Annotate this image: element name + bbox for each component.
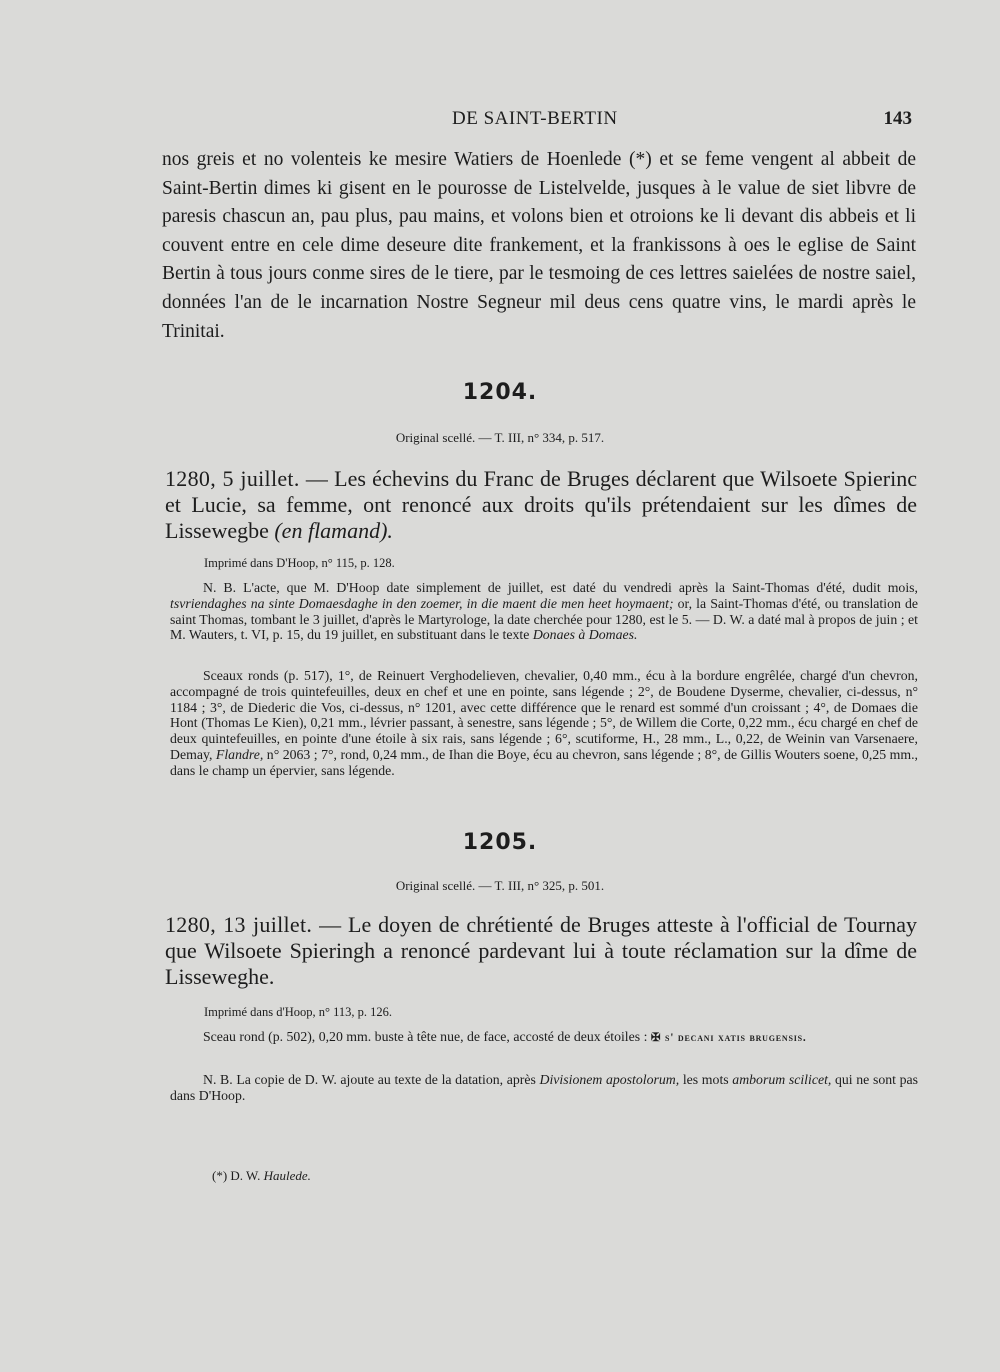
charter-source-1204: Original scellé. — T. III, n° 334, p. 517. bbox=[395, 430, 605, 445]
nb-italic-1204-b: Donaes à Domaes. bbox=[532, 627, 638, 643]
charter-regest-1205 bbox=[165, 912, 917, 990]
nb-text-1205-c: qui ne sont pas dans D'Hoop. bbox=[170, 1072, 918, 1103]
nb-text-1205-b: les mots bbox=[679, 1072, 733, 1087]
nb-text-1205-a: N. B. La copie de D. W. ajoute au texte de la datation, après bbox=[203, 1072, 540, 1087]
charter-regest-1204 bbox=[165, 466, 917, 544]
page-number: 143 bbox=[883, 108, 912, 129]
nota-bene-1204 bbox=[170, 580, 918, 643]
printed-reference-1204: Imprimé dans D'Hoop, n° 115, p. 128. bbox=[204, 556, 395, 570]
page-header bbox=[162, 108, 914, 138]
running-title: DE SAINT-BERTIN bbox=[452, 108, 618, 129]
printed-reference-1205: Imprimé dans d'Hoop, n° 113, p. 126. bbox=[204, 1005, 393, 1019]
charter-continuation-text: nos greis et no volenteis ke mesire Watiers de Hoenlede (*) et se feme vengent al abbeit de Saint-Bertin dimes ki gisent en le pourosse de Listelvelde, jusques à le value de siet libvre de paresis chascun an, pau plus, pau mains, et volons bien et otroions ke li devant dis abbeis et li couvent entre en cele dime deseure dite frankement, et la frankissons à oes le eglise de Saint Bertin à tous jours conme sires de le tiere, par le tesmoing de ces lettres saielées de nostre saiel, données l'an de le incarnation Nostre Segneur mil deus cens quatre vins, le mardi après le Trinitai. bbox=[162, 149, 916, 342]
charter-source-1205: Original scellé. — T. III, n° 325, p. 501. bbox=[395, 878, 605, 893]
charter-date-1204: 1280, 5 juillet. bbox=[165, 466, 300, 491]
seal-legend-1205: ✠ s' decani xatis brugensis. bbox=[650, 1032, 807, 1044]
nb-text-1204-b: or, la Saint-Thomas d'été, ou translation de saint Thomas, tombant le 3 juillet, d'après le Martyrologe, la date cherchée pour 1280, est le 5. — D. W. a daté mal à propos de juin ; et M. Wauters, t. VI, p. 15, du 19 juillet, en substituant dans le texte bbox=[170, 595, 918, 643]
seals-text-1204-a: Sceaux ronds (p. 517), 1°, de Reinuert Verghodelieven, chevalier, 0,40 mm., écu à la bordure engrêlée, chargé d'un chevron, accompagné de trois quintefeuilles, deux en chef et une en pointe, sans légende ; 2°, de Boudene Dyserme, chevalier, ci-dessus, n° 1184 ; 3°, de Diederic die Vos, ci-dessus, n° 1201, avec cette différence que le renard est sommé d'un croissant ; 4°, de Domaes die Hont (Thomas Le Kien), 0,21 mm., lévrier passant, à senestre, sans légende ; 5°, de Willem die Corte, 0,22 mm., écu chargé en chef de deux quintefeuilles, en pointe d'une étoile à six rais, sans légende ; 6°, scutiforme, H., 28 mm., L., 0,22, de Weinin van Varsenaere, Demay, bbox=[170, 668, 918, 762]
regest-text-1205: — Le doyen de chrétienté de Bruges atteste à l'official de Tournay que Wilsoete Spieringh a renoncé pardevant lui à toute réclamation sur la dîme de Lisseweghe. bbox=[165, 912, 917, 989]
footnote bbox=[212, 1168, 311, 1184]
footnote-italic: Haulede. bbox=[263, 1168, 311, 1183]
seals-italic-1204: Flandre, bbox=[215, 746, 264, 762]
nb-italic-1204-a: tsvriendaghes na sinte Domaesdaghe in den zoemer, in die maent die men heet hoymaent; bbox=[170, 595, 674, 611]
footnote-mark: (*) D. W. bbox=[212, 1168, 264, 1183]
regest-text-1204: — Les échevins du Franc de Bruges déclarent que Wilsoete Spierinc et Lucie, sa femme, ont renoncé aux droits qu'ils prétendaient sur les dîmes de Lissewegbe bbox=[165, 466, 917, 543]
seal-text-1205: Sceau rond (p. 502), 0,20 mm. buste à tête nue, de face, accosté de deux étoiles : bbox=[203, 1029, 651, 1044]
nb-italic-1205-a: Divisionem apostolorum, bbox=[539, 1072, 680, 1087]
nota-bene-1205 bbox=[170, 1072, 918, 1104]
seals-text-1204-b: n° 2063 ; 7°, rond, 0,24 mm., de Ihan die Boye, écu au chevron, sans légende ; 8°, de Gillis Wouters soene, 0,25 mm., dans le champ un épervier, sans légende. bbox=[170, 746, 919, 778]
nb-italic-1205-b: amborum scilicet, bbox=[732, 1072, 832, 1087]
seals-description-1204 bbox=[170, 668, 918, 779]
charter-date-1205: 1280, 13 juillet. bbox=[165, 912, 313, 937]
regest-italic-1204: (en flamand). bbox=[274, 518, 393, 543]
charter-number-1205: 1205. bbox=[462, 830, 538, 855]
nb-text-1204-a: N. B. L'acte, que M. D'Hoop date simplement de juillet, est daté du vendredi après la Saint-Thomas d'été, dudit mois, bbox=[203, 580, 918, 595]
charter-number-1204: 1204. bbox=[462, 380, 538, 405]
seal-description-1205 bbox=[170, 1029, 918, 1047]
